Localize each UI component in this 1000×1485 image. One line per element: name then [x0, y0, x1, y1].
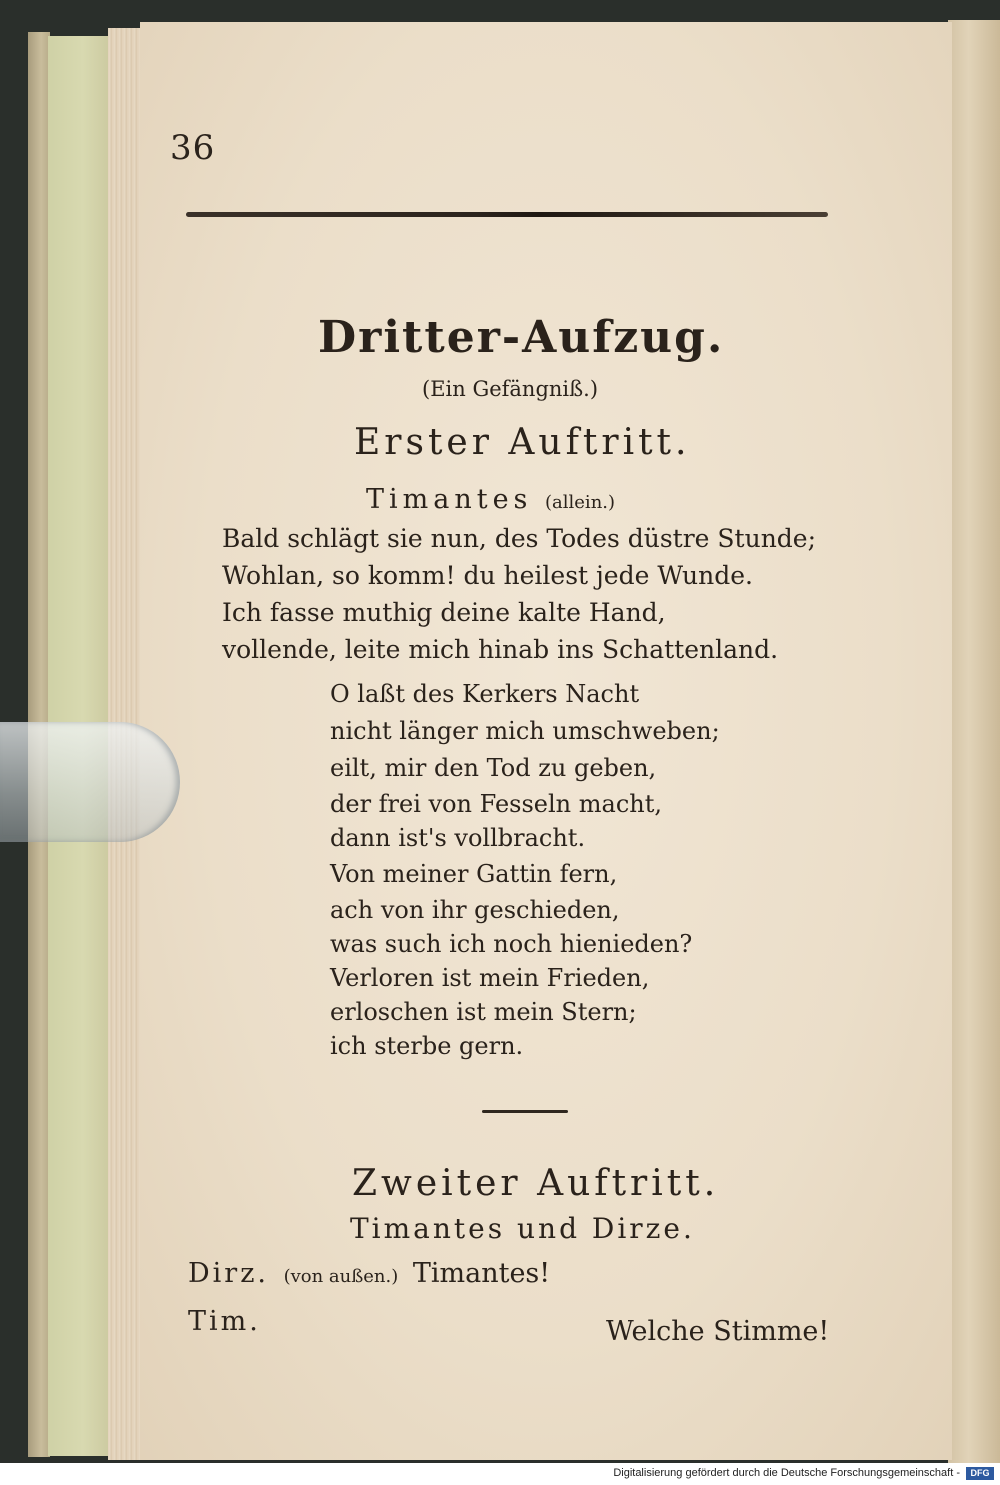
book-edge-right	[948, 20, 1000, 1463]
song-line: ich sterbe gern.	[330, 1032, 524, 1060]
digitization-credit: Digitalisierung gefördert durch die Deutsche Forschungsgemeinschaft -	[613, 1467, 960, 1479]
scene-1-title: Erster Auftritt.	[354, 422, 691, 463]
recitative-line: Wohlan, so komm! du heilest jede Wunde.	[222, 561, 753, 590]
footer	[0, 1463, 1000, 1485]
speaker-name: Timantes	[366, 484, 533, 515]
song-line: ach von ihr geschieden,	[330, 896, 620, 924]
song-line: was such ich noch hienieden?	[330, 930, 693, 958]
act-setting: (Ein Gefängniß.)	[422, 377, 599, 401]
song-line: dann ist's vollbracht.	[330, 824, 586, 852]
dialogue-line-1	[188, 1258, 550, 1289]
stage-direction: (allein.)	[545, 492, 616, 513]
page-clip-bookmark	[0, 722, 180, 842]
scene-2-title: Zweiter Auftritt.	[352, 1163, 720, 1204]
dialogue-speaker: Dirz.	[188, 1258, 269, 1289]
song-line: Von meiner Gattin fern,	[330, 860, 618, 888]
dialogue-direction: (von außen.)	[283, 1266, 399, 1287]
song-line: Verloren ist mein Frieden,	[330, 964, 650, 992]
scene-1-speaker-line	[366, 484, 615, 515]
recitative-line: Ich fasse muthig deine kalte Hand,	[222, 598, 666, 627]
dialogue-text: Timantes!	[412, 1258, 551, 1289]
header-rule	[186, 212, 828, 217]
recitative-line: vollende, leite mich hinab ins Schattenland.	[222, 635, 779, 664]
scene-2-characters: Timantes und Dirze.	[350, 1212, 695, 1245]
song-line: erloschen ist mein Stern;	[330, 998, 637, 1026]
page-number: 36	[170, 128, 216, 168]
act-title: Dritter-Aufzug.	[318, 312, 725, 363]
song-line: der frei von Fesseln macht,	[330, 790, 663, 818]
recitative-line: Bald schlägt sie nun, des Todes düstre Stunde;	[222, 524, 817, 553]
song-line: O laßt des Kerkers Nacht	[330, 680, 640, 708]
scene-divider	[482, 1110, 568, 1113]
dialogue-speaker: Tim.	[188, 1306, 261, 1337]
dfg-logo: DFG	[966, 1467, 994, 1480]
dialogue-text: Welche Stimme!	[606, 1316, 830, 1347]
song-line: eilt, mir den Tod zu geben,	[330, 754, 657, 782]
song-line: nicht länger mich umschweben;	[330, 717, 720, 745]
